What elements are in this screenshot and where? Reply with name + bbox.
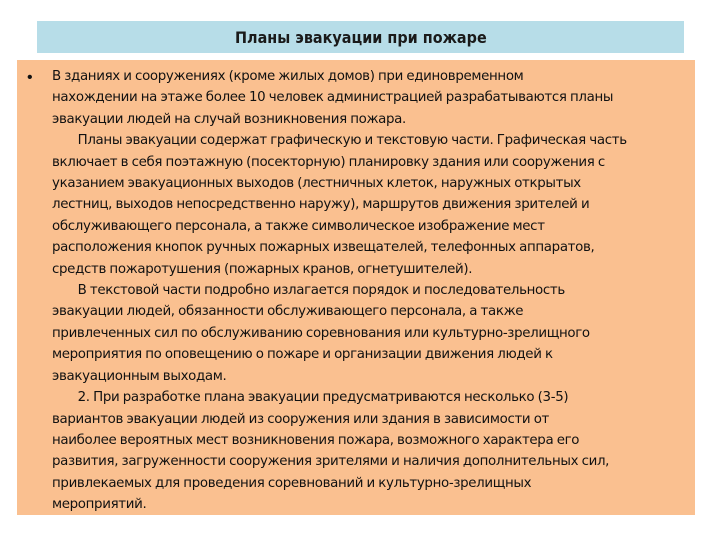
- text-line: развития, загруженности сооружения зрителями и наличия дополнительных сил,: [52, 453, 610, 470]
- text-line: указанием эвакуационных выходов (лестничных клеток, наружных открытых: [52, 175, 581, 192]
- text-line: обслуживающего персонала, а также символическое изображение мест: [52, 217, 545, 234]
- body-text: [52, 66, 690, 515]
- text-line: вариантов эвакуации людей из сооружения или здания в зависимости от: [52, 410, 550, 427]
- text-line: мероприятия по оповещению о пожаре и организации движения людей к: [52, 346, 553, 363]
- text-line: эвакуации людей на случай возникновения пожара.: [52, 110, 406, 127]
- text-line: расположения кнопок ручных пожарных извещателей, телефонных аппаратов,: [52, 239, 595, 256]
- text-line: наиболее вероятных мест возникновения пожара, возможного характера его: [52, 431, 580, 448]
- paragraph-start-line: В текстовой части подробно излагается порядок и последовательность: [77, 282, 565, 299]
- text-line: лестниц, выходов непосредственно наружу), маршрутов движения зрителей и: [52, 196, 590, 213]
- text-line: включает в себя поэтажную (посекторную) планировку здания или сооружения с: [52, 153, 605, 170]
- text-line: привлеченных сил по обслуживанию соревнования или культурно-зрелищного: [52, 324, 590, 341]
- text-line: эвакуации людей, обязанности обслуживающего персонала, а также: [52, 303, 524, 320]
- text-line: эвакуационным выходам.: [52, 367, 227, 384]
- text-line: мероприятий.: [52, 496, 147, 513]
- text-line: средств пожаротушения (пожарных кранов, огнетушителей).: [52, 260, 473, 277]
- paragraph-start-line: 2. При разработке плана эвакуации предусматриваются несколько (3-5): [77, 389, 569, 406]
- slide-title-bar: [37, 21, 684, 53]
- bullet-icon: •: [27, 69, 33, 86]
- text-line: нахождении на этаже более 10 человек администрацией разрабатываются планы: [52, 89, 614, 106]
- text-line: привлекаемых для проведения соревнований и культурно-зрелищных: [52, 474, 532, 491]
- text-line: В зданиях и сооружениях (кроме жилых домов) при единовременном: [52, 68, 524, 84]
- content-box: [17, 60, 695, 515]
- slide-title: Планы эвакуации при пожаре: [234, 27, 487, 47]
- paragraph-start-line: Планы эвакуации содержат графическую и текстовую части. Графическая часть: [77, 132, 627, 149]
